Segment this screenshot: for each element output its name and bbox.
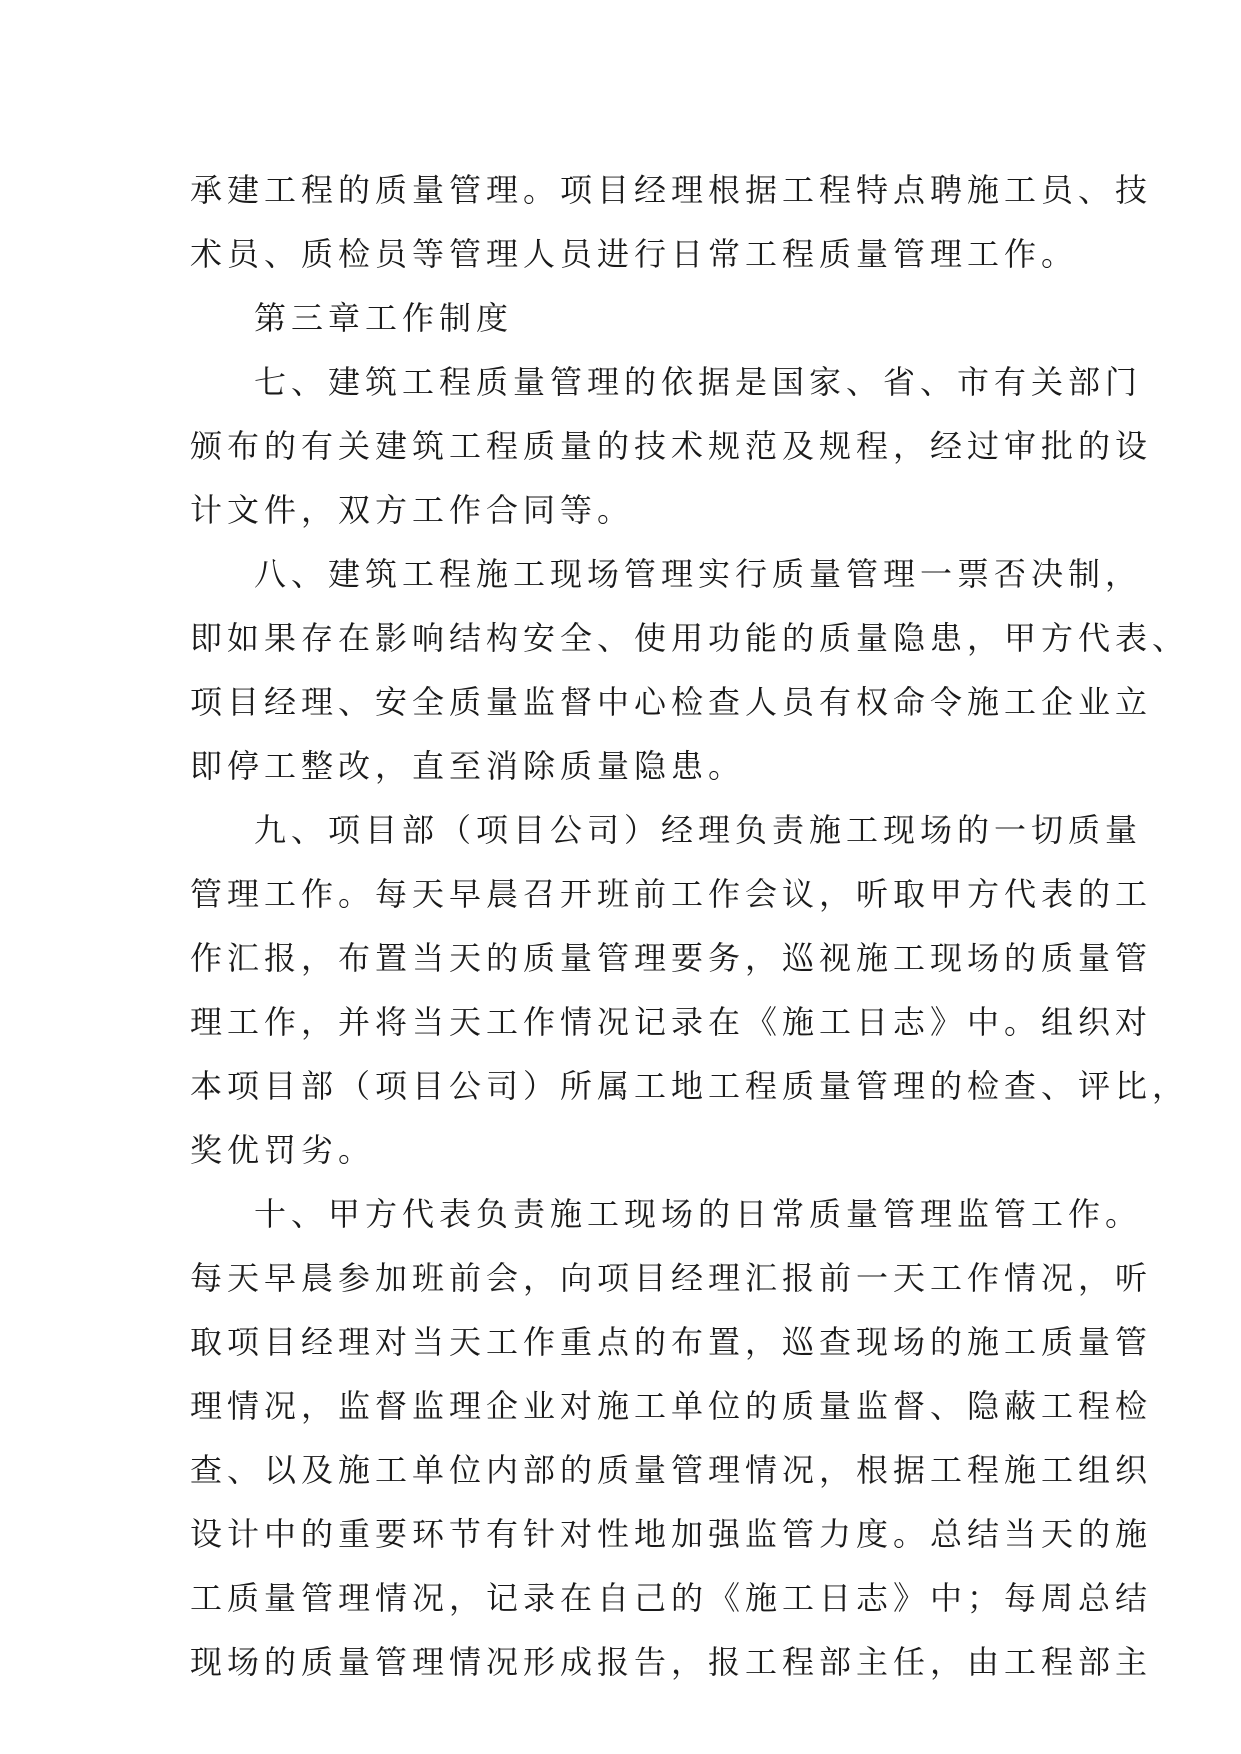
document-body [190,158,1190,1694]
text-line: 理情况，监督监理企业对施工单位的质量监督、隐蔽工程检 [190,1387,1153,1425]
text-line: 项目经理、安全质量监督中心检查人员有权命令施工企业立 [190,683,1153,721]
text-line: 七、建筑工程质量管理的依据是国家、省、市有关部门 [254,363,1143,401]
text-line: 管理工作。每天早晨召开班前工作会议，听取甲方代表的工 [190,875,1153,913]
text-line: 每天早晨参加班前会，向项目经理汇报前一天工作情况，听 [190,1259,1153,1297]
text-line: 取项目经理对当天工作重点的布置，巡查现场的施工质量管 [190,1323,1153,1361]
text-line: 承建工程的质量管理。项目经理根据工程特点聘施工员、技 [190,171,1153,209]
text-line: 理工作，并将当天工作情况记录在《施工日志》中。组织对 [190,1003,1153,1041]
text-line: 计文件，双方工作合同等。 [190,491,635,529]
text-line: 奖优罚劣。 [190,1131,376,1169]
text-line: 设计中的重要环节有针对性地加强监管力度。总结当天的施 [190,1515,1153,1553]
text-line: 十、甲方代表负责施工现场的日常质量管理监管工作。 [254,1195,1143,1233]
text-line: 查、以及施工单位内部的质量管理情况，根据工程施工组织 [190,1451,1153,1489]
text-line: 现场的质量管理情况形成报告，报工程部主任，由工程部主 [190,1643,1153,1681]
text-line: 颁布的有关建筑工程质量的技术规范及规程，经过审批的设 [190,427,1153,465]
text-line: 工质量管理情况，记录在自己的《施工日志》中；每周总结 [190,1579,1153,1617]
text-line: 本项目部（项目公司）所属工地工程质量管理的检查、评比， [190,1067,1190,1105]
text-line: 九、项目部（项目公司）经理负责施工现场的一切质量 [254,811,1143,849]
text-line: 作汇报，布置当天的质量管理要务，巡视施工现场的质量管 [190,939,1153,977]
text-line: 术员、质检员等管理人员进行日常工程质量管理工作。 [190,235,1079,273]
chapter-heading: 第三章工作制度 [254,299,514,337]
text-line: 八、建筑工程施工现场管理实行质量管理一票否决制， [254,555,1143,593]
text-line: 即如果存在影响结构安全、使用功能的质量隐患，甲方代表、 [190,619,1190,657]
text-line: 即停工整改，直至消除质量隐患。 [190,747,746,785]
